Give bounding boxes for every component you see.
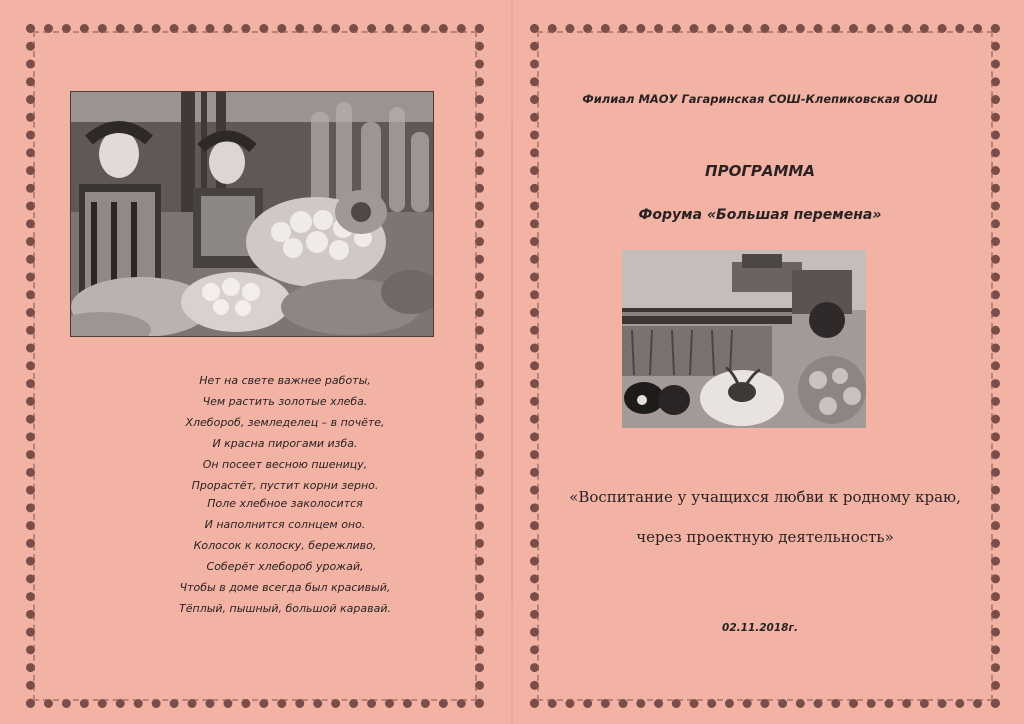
poem-stanza-1 xyxy=(120,370,450,496)
center-fold xyxy=(511,0,513,724)
theme-line-1: «Воспитание у учащихся любви к родному краю, xyxy=(569,488,961,506)
poem-stanza-2 xyxy=(120,493,450,619)
poem-line: Соберёт хлебороб урожай, xyxy=(206,560,364,573)
theme-line-2: через проектную деятельность» xyxy=(636,528,894,546)
poem-line: И красна пирогами изба. xyxy=(212,437,358,450)
poem-line: Поле хлебное заколосится xyxy=(207,497,363,510)
poem-line: Чтобы в доме всегда был красивый, xyxy=(179,581,391,594)
poem-line: Он посеет весною пшеницу, xyxy=(202,458,368,471)
poem-line: Колосок к колоску, бережливо, xyxy=(193,539,377,552)
event-date: 02.11.2018г. xyxy=(722,622,798,634)
program-title: ПРОГРАММА xyxy=(705,162,815,180)
harvest-collage-image xyxy=(622,250,866,428)
poem-line: Тёплый, пышный, большой каравай. xyxy=(179,602,391,615)
poem-line: Прорастёт, пустит корни зерно. xyxy=(191,479,379,492)
poem-line: И наполнится солнцем оно. xyxy=(204,518,366,531)
folk-bread-photo xyxy=(70,91,434,337)
school-branch-name: Филиал МАОУ Гагаринская СОШ-Клепиковская ООШ xyxy=(582,92,938,106)
forum-name: Форума «Большая перемена» xyxy=(638,207,882,223)
poem-line: Нет на свете важнее работы, xyxy=(199,374,371,387)
poem-line: Хлебороб, земледелец – в почёте, xyxy=(185,416,385,429)
poem-line: Чем растить золотые хлеба. xyxy=(202,395,368,408)
